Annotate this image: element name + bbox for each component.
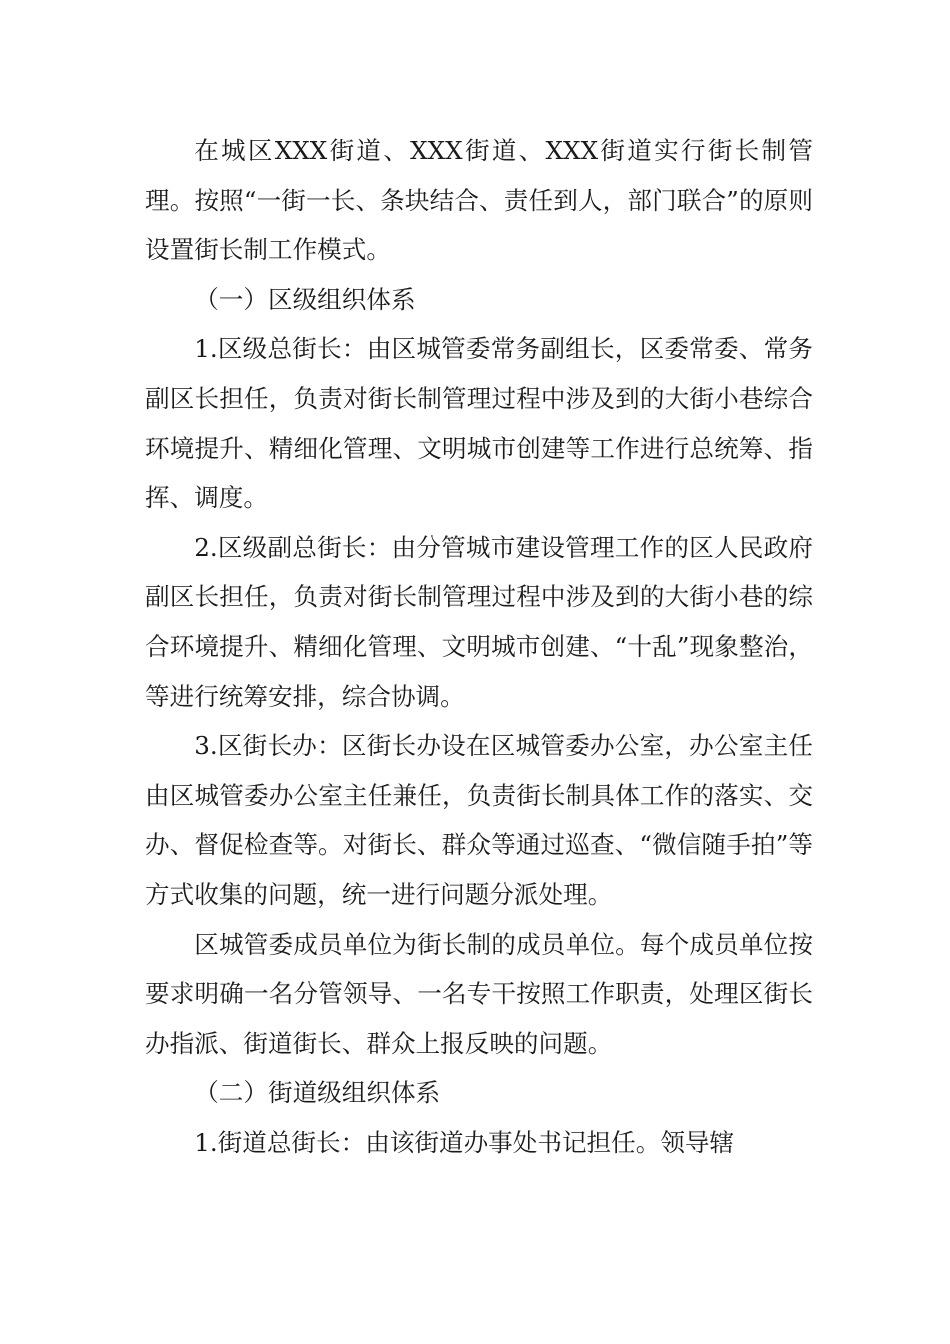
section-heading-street: （二）街道级组织体系 <box>194 1078 441 1108</box>
paragraph-intro: 在城区XXX街道、XXX街道、XXX街道实行街长制管理。按照“一街一长、条块结合、责任到人，部门联合”的原则设置街长制工作模式。 <box>145 136 813 265</box>
paragraph-member-units: 区城管委成员单位为街长制的成员单位。每个成员单位按要求明确一名分管领导、一名专干按照工作职责，处理区街长办指派、街道街长、群众上报反映的问题。 <box>145 929 813 1058</box>
paragraph-street-chief: 1.街道总街长：由该街道办事处书记担任。领导辖 <box>194 1127 735 1157</box>
paragraph-district-deputy-chief: 2.区级副总街长：由分管城市建设管理工作的区人民政府副区长担任，负责对街长制管理过程中涉及到的大街小巷的综合环境提升、精细化管理、文明城市创建、“十乱”现象整治，等进行统筹安排，综合协调。 <box>145 532 813 711</box>
paragraph-district-office: 3.区街长办：区街长办设在区城管委办公室，办公室主任由区城管委办公室主任兼任，负责街长制具体工作的落实、交办、督促检查等。对街长、群众等通过巡查、“微信随手拍”等方式收集的问题，统一进行问题分派处理。 <box>145 731 813 909</box>
section-heading-district: （一）区级组织体系 <box>194 284 416 314</box>
paragraph-district-chief: 1.区级总街长：由区城管委常务副组长，区委常委、常务副区长担任，负责对街长制管理过程中涉及到的大街小巷综合环境提升、精细化管理、文明城市创建等工作进行总统筹、指挥、调度。 <box>145 334 813 513</box>
document-page <box>145 126 813 1167</box>
